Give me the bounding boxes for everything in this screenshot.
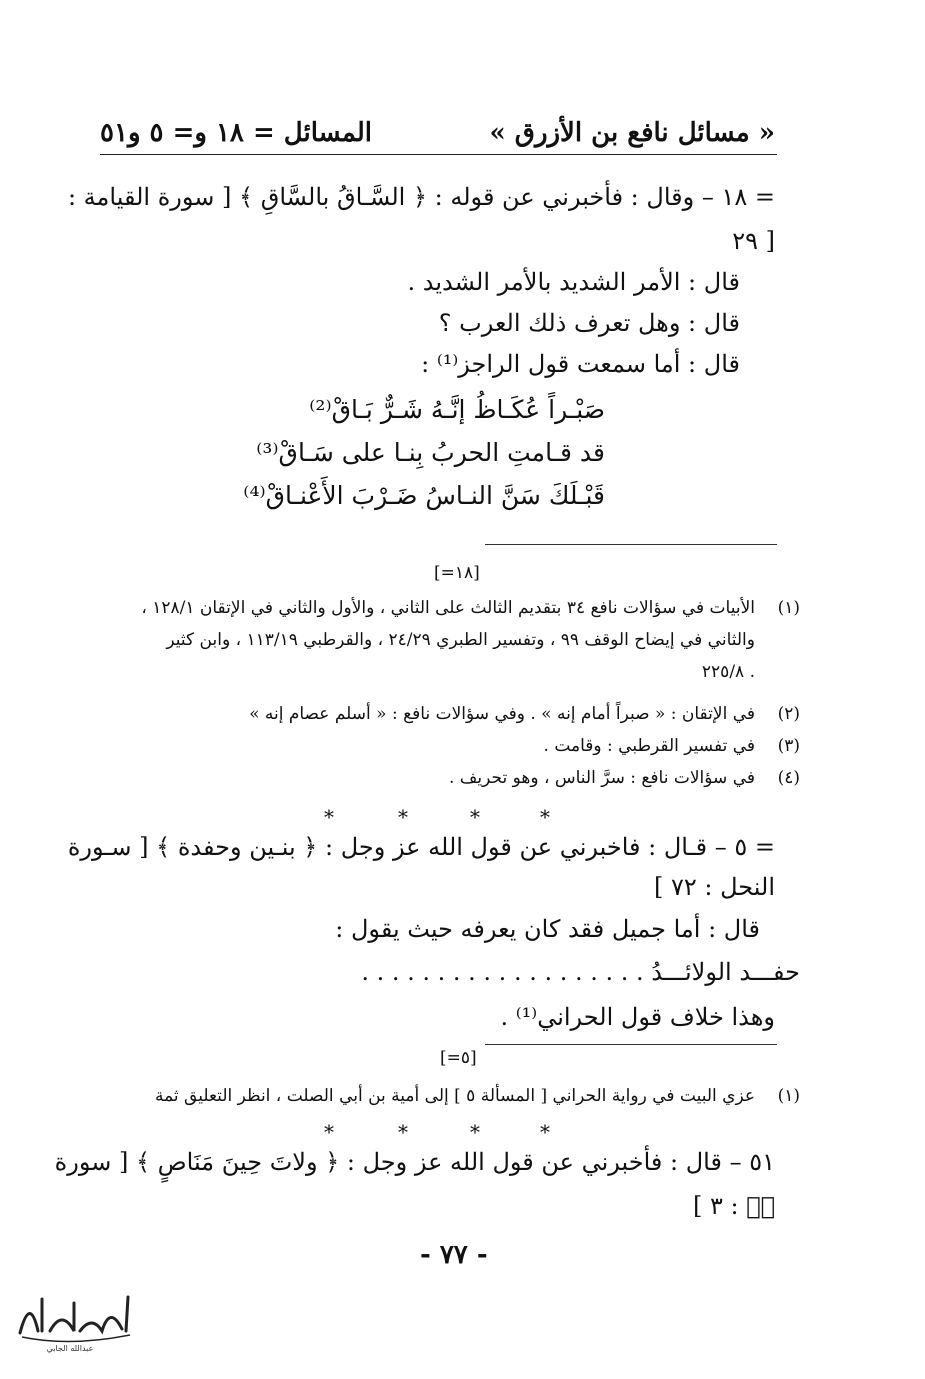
star: *	[398, 1120, 408, 1144]
q5-line1: = ٥ – قـال : فاخبرني عن قول الله عز وجل : ﴿ بنـين وحفدة ﴾ [ سـورة	[67, 833, 775, 861]
footnote-text-4: في سؤالات نافع : سرَّ الناس ، وهو تحريف .	[448, 768, 755, 788]
q51-line2: صۤ : ٣ ]	[692, 1192, 775, 1220]
page-number: - ٧٧ -	[420, 1240, 488, 1270]
star: *	[540, 805, 550, 829]
verse-line-3: قَبْـلَكَ سَنَّ النـاسُ ضَـرْبَ الأَعْنـاقْ⁽⁴⁾	[243, 481, 605, 510]
footnote-text-1b: والثاني في إيضاح الوقف ٩٩ ، وتفسير الطبري ٢٤/٢٩ ، والقرطبي ١١٣/١٩ ، وابن كثير	[166, 630, 755, 650]
star: *	[470, 1120, 480, 1144]
q18-answer3: قال : أما سمعت قول الراجز⁽¹⁾ :	[421, 350, 740, 378]
verse-line-2: قد قـامتِ الحربُ بِنـا على سَـاقْ⁽³⁾	[256, 438, 605, 467]
running-title: « مسائل نافع بن الأزرق »	[489, 118, 775, 148]
verse-line-1: صَبْـراً عُكَـاظُ إنَّـهُ شَـرٌّ بَـاقْ⁽²⁾	[309, 395, 605, 424]
footnote-number-4: (٤)	[777, 768, 800, 788]
footnote-text-2: في الإتقان : « صبراً أمام إنه » . وفي سؤالات نافع : « أسلم عصام إنه »	[249, 704, 755, 724]
footnote-block-title: [=٥]	[440, 1048, 477, 1068]
footnote-separator	[485, 1044, 777, 1045]
star: *	[324, 1120, 334, 1144]
footnote-number-1: (١)	[777, 598, 800, 618]
footnote-text-3: في تفسير القرطبي : وقامت .	[543, 736, 755, 756]
q18-answer2: قال : وهل تعرف ذلك العرب ؟	[438, 309, 740, 337]
section-reference: المسائل = ١٨ و= ٥ و٥١	[100, 118, 373, 148]
q5-verse: حفـــد الولائـــدُ . . . . . . . . . . . . . . . . . . .	[361, 958, 800, 986]
star: *	[470, 805, 480, 829]
q5-answer1: قال : أما جميل فقد كان يعرفه حيث يقول :	[335, 915, 760, 943]
svg-text:عبدالله الجابي: عبدالله الجابي	[46, 1344, 94, 1353]
q18-line2: ٢٩ ]	[732, 227, 775, 255]
star: *	[540, 1120, 550, 1144]
uploader-stamp-logo	[10, 1285, 140, 1355]
footnote-text-1c: ٢٢٥/٨ .	[701, 662, 755, 682]
calligraphy-stamp-icon	[10, 1285, 140, 1355]
star: *	[398, 805, 408, 829]
header-rule	[100, 154, 777, 155]
q5-answer2: وهذا خلاف قول الحراني⁽¹⁾ .	[500, 1003, 775, 1031]
footnote-number-1: (١)	[777, 1086, 800, 1106]
footnote-number-2: (٢)	[777, 704, 800, 724]
footnote-block-title: [=١٨]	[434, 563, 480, 583]
q51-line1: ٥١ – قال : فأخبرني عن قول الله عز وجل : ﴿ ولاتَ حِينَ مَنَاصٍ ﴾ [ سورة	[54, 1148, 775, 1176]
star: *	[324, 805, 334, 829]
q18-answer1: قال : الأمر الشديد بالأمر الشديد .	[407, 268, 740, 296]
footnote-text-1a: الأبيات في سؤالات نافع ٣٤ بتقديم الثالث على الثاني ، والأول والثاني في الإتقان ١٢٨/١ ،	[141, 598, 755, 618]
footnote-text-1: عزي البيت في رواية الحراني [ المسألة ٥ ] إلى أمية بن أبي الصلت ، انظر التعليق ثمة	[154, 1086, 755, 1106]
q5-line2: النحل : ٧٢ ]	[653, 873, 775, 901]
q18-line1: = ١٨ – وقال : فأخبرني عن قوله : ﴿ السَّـاقُ بالسَّاقِ ﴾ [ سورة القيامة :	[67, 183, 775, 211]
footnote-separator	[485, 544, 777, 545]
footnote-number-3: (٣)	[777, 736, 800, 756]
